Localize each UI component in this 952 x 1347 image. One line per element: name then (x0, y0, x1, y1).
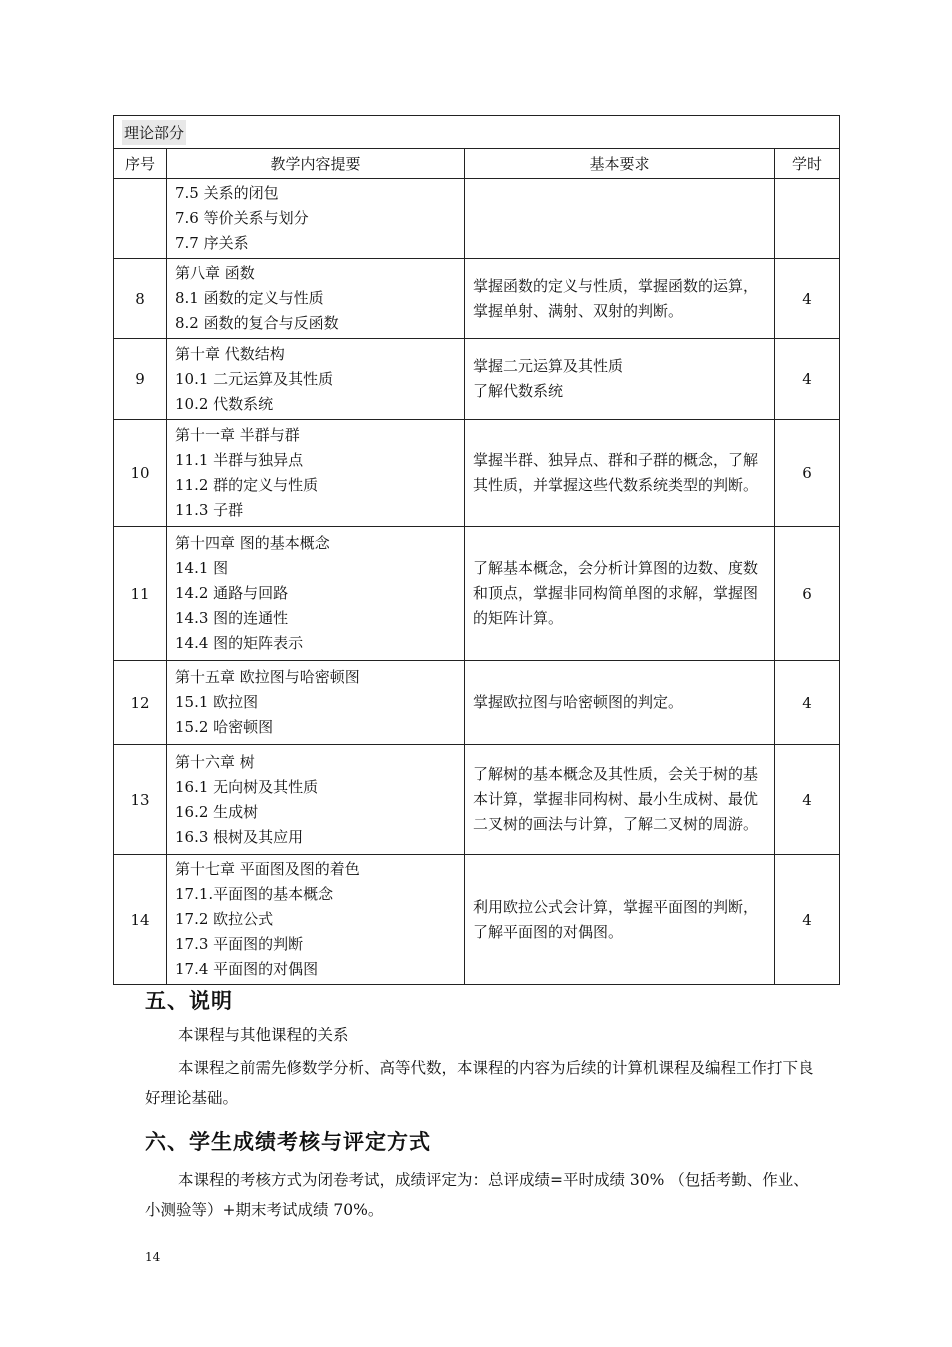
content-line: 17.3 平面图的判断 (175, 935, 304, 953)
content-line: 11.2 群的定义与性质 (175, 476, 319, 494)
content-line: 8.1 函数的定义与性质 (175, 289, 324, 307)
header-row (114, 149, 840, 179)
row-number: 12 (114, 661, 167, 745)
content-line: 第十四章 图的基本概念 (175, 534, 330, 552)
content-line: 第八章 函数 (175, 264, 255, 282)
content-line: 16.1 无向树及其性质 (175, 777, 319, 796)
row-number: 10 (114, 420, 167, 527)
header-num: 序号 (114, 149, 167, 179)
row-content (167, 661, 465, 745)
table-row (114, 855, 840, 985)
content-line: 8.2 函数的复合与反函数 (175, 314, 339, 332)
row-requirement: 了解树的基本概念及其性质，会关于树的基本计算，掌握非同构树、最小生成树、最优二叉树的画法与计算，了解二叉树的周游。 (465, 745, 775, 855)
row-requirement: 利用欧拉公式会计算，掌握平面图的判断，了解平面图的对偶图。 (465, 855, 775, 985)
row-hours: 4 (775, 259, 840, 339)
content-line: 15.1 欧拉图 (175, 693, 259, 711)
section5-title: 五、说明 (145, 989, 233, 1013)
content-line: 14.4 图的矩阵表示 (175, 634, 304, 652)
table-row (114, 259, 840, 339)
row-hours (775, 179, 840, 259)
header-hours: 学时 (775, 149, 840, 179)
row-hours: 4 (775, 745, 840, 855)
row-hours: 6 (775, 420, 840, 527)
content-line: 7.5 关系的闭包 (175, 184, 279, 202)
row-number: 9 (114, 339, 167, 420)
row-number: 8 (114, 259, 167, 339)
row-requirement: 掌握欧拉图与哈密顿图的判定。 (465, 661, 775, 745)
row-requirement: 了解基本概念，会分析计算图的边数、度数和顶点，掌握非同构简单图的求解，掌握图的矩阵计算。 (465, 527, 775, 661)
row-content (167, 745, 465, 855)
content-line: 14.3 图的连通性 (175, 609, 289, 627)
content-line: 17.4 平面图的对偶图 (175, 960, 319, 978)
row-hours: 4 (775, 339, 840, 420)
content-line: 17.2 欧拉公式 (175, 910, 274, 928)
row-requirement: 掌握半群、独异点、群和子群的概念，了解其性质，并掌握这些代数系统类型的判断。 (465, 420, 775, 527)
content-line: 第十七章 平面图及图的着色 (175, 860, 360, 878)
header-content: 教学内容提要 (167, 149, 465, 179)
table-row (114, 661, 840, 745)
row-requirement: 掌握函数的定义与性质，掌握函数的运算，掌握单射、满射、双射的判断。 (465, 259, 775, 339)
content-line: 第十五章 欧拉图与哈密顿图 (175, 668, 360, 686)
table-row (114, 527, 840, 661)
content-line: 17.1.平面图的基本概念 (175, 885, 334, 903)
content-line: 第十一章 半群与群 (175, 426, 300, 444)
row-requirement: 掌握二元运算及其性质 了解代数系统 (465, 339, 775, 420)
content-line: 7.7 序关系 (175, 234, 249, 252)
row-hours: 6 (775, 527, 840, 661)
section-row (114, 116, 840, 149)
section-label: 理论部分 (122, 120, 186, 145)
content-line: 7.6 等价关系与划分 (175, 209, 309, 227)
row-requirement (465, 179, 775, 259)
table-row (114, 745, 840, 855)
row-content (167, 179, 465, 259)
table-row (114, 179, 840, 259)
table-row (114, 339, 840, 420)
header-requirement: 基本要求 (465, 149, 775, 179)
row-content (167, 339, 465, 420)
row-number (114, 179, 167, 259)
row-number: 13 (114, 745, 167, 855)
content-line: 11.3 子群 (175, 501, 244, 519)
content-line: 第十章 代数结构 (175, 344, 285, 363)
section5-p1: 本课程与其他课程的关系 (178, 1026, 349, 1044)
syllabus-table (113, 115, 840, 985)
content-line: 14.2 通路与回路 (175, 584, 289, 602)
content-line: 16.3 根树及其应用 (175, 827, 304, 846)
page-number: 14 (145, 1250, 161, 1264)
content-line: 14.1 图 (175, 559, 229, 577)
content-line: 15.2 哈密顿图 (175, 718, 274, 736)
content-line: 10.1 二元运算及其性质 (175, 369, 334, 388)
row-hours: 4 (775, 855, 840, 985)
content-line: 10.2 代数系统 (175, 394, 274, 413)
content-line: 16.2 生成树 (175, 802, 259, 821)
section6-p1: 本课程的考核方式为闭卷考试，成绩评定为：总评成绩=平时成绩 30% （包括考勤、作业、小测验等）+期末考试成绩 70%。 (145, 1171, 809, 1219)
row-content (167, 527, 465, 661)
table-row (114, 420, 840, 527)
section5-p2: 本课程之前需先修数学分析、高等代数，本课程的内容为后续的计算机课程及编程工作打下良好理论基础。 (145, 1059, 814, 1107)
row-number: 14 (114, 855, 167, 985)
content-line: 第十六章 树 (175, 752, 255, 771)
row-hours: 4 (775, 661, 840, 745)
row-content (167, 420, 465, 527)
section6-title: 六、学生成绩考核与评定方式 (145, 1130, 431, 1154)
row-number: 11 (114, 527, 167, 661)
row-content (167, 855, 465, 985)
row-content (167, 259, 465, 339)
content-line: 11.1 半群与独异点 (175, 451, 304, 469)
